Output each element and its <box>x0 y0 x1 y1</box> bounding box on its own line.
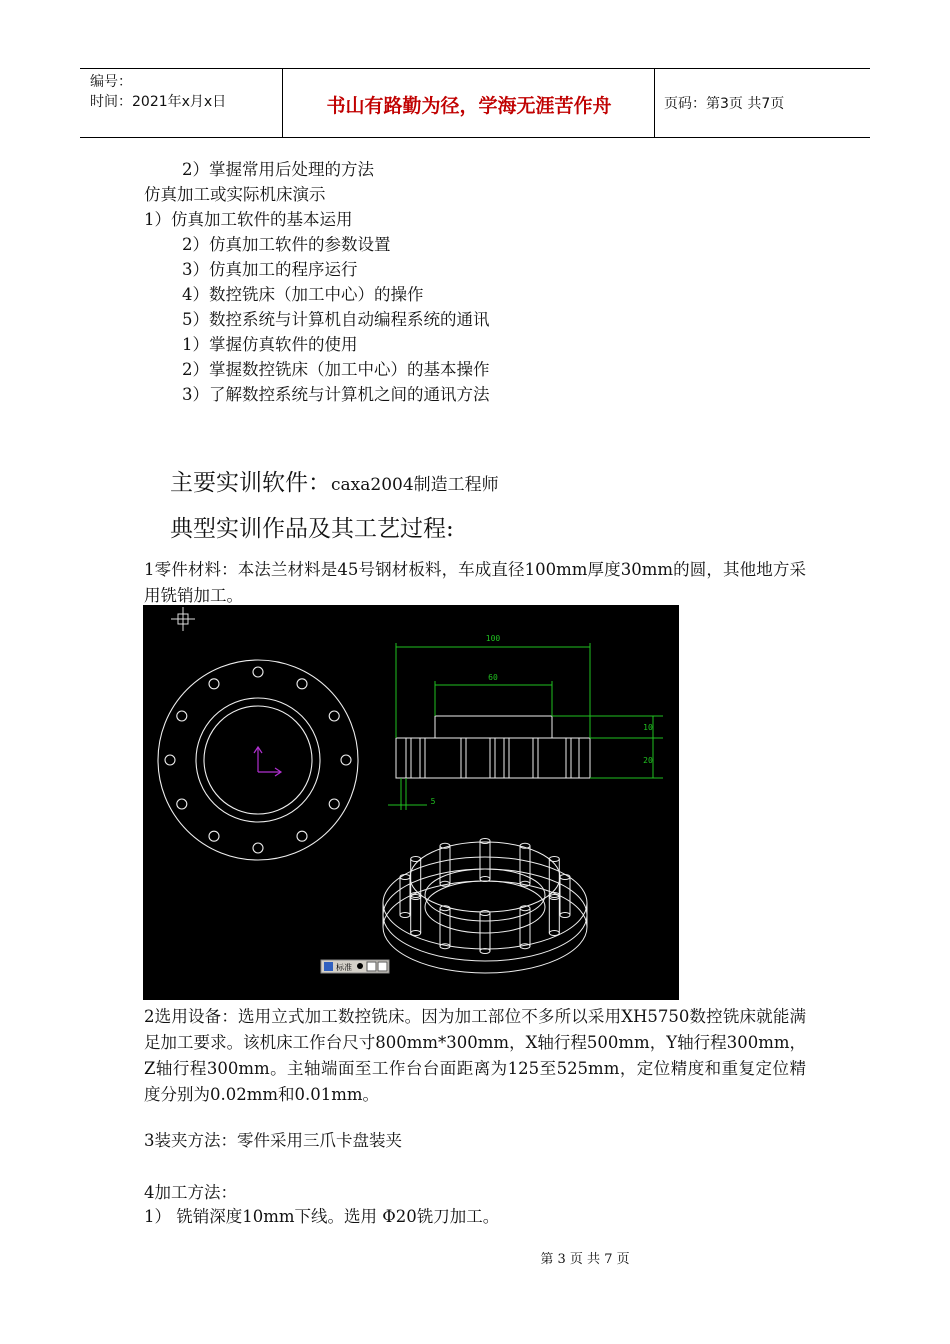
dimension-label: 20 <box>643 756 653 765</box>
toolbar-label: 标准 <box>336 963 352 972</box>
cad-drawing <box>143 605 679 1000</box>
paragraph-material: 1零件材料：本法兰材料是45号钢材板料，车成直径100mm厚度30mm的圆，其他地方采用铣销加工。 <box>144 560 806 605</box>
list-item: 4）数控铣床（加工中心）的操作 <box>182 285 424 304</box>
bolt-pin <box>400 875 410 918</box>
list-item: 1）仿真加工软件的基本运用 <box>144 210 353 229</box>
bolt-hole <box>253 667 263 677</box>
header-meta <box>90 72 226 112</box>
paragraph-equipment: 2选用设备：选用立式加工数控铣床。因为加工部位不多所以采用XH5750数控铣床就能满足加工要求。该机床工作台尺寸800mm*300mm，X轴行程500mm，Y轴行程300mm，Z轴行程300mm。主轴端面至工作台台面距离为125至525mm，定位精度和重复定位精度分别为0.02mm和0.01mm。 <box>144 1007 806 1104</box>
paragraph-method-title: 4加工方法： <box>144 1183 237 1202</box>
dimension-lines <box>388 643 663 810</box>
page-header <box>80 68 870 138</box>
bolt-pin <box>480 839 490 882</box>
bolt-hole <box>341 755 351 765</box>
paragraph-method-step: 1） 铣销深度10mm下线。选用 Φ20铣刀加工。 <box>144 1207 500 1226</box>
list-item: 5）数控系统与计算机自动编程系统的通讯 <box>182 310 490 329</box>
page-footer: 第 3 页 共 7 页 <box>540 1252 630 1267</box>
bolt-pin <box>560 875 570 918</box>
bolt-hole <box>329 711 339 721</box>
list-item: 3）了解数控系统与计算机之间的通讯方法 <box>182 385 490 404</box>
software-value: caxa2004制造工程师 <box>331 475 499 495</box>
software-label: 主要实训软件： <box>170 470 331 496</box>
dimension-label: 5 <box>430 797 436 806</box>
bolt-pin <box>520 843 530 886</box>
section-title: 典型实训作品及其工艺过程: <box>170 516 454 542</box>
record-icon <box>357 963 363 969</box>
bolt-pin <box>480 911 490 954</box>
bolt-hole <box>297 679 307 689</box>
list-item: 仿真加工或实际机床演示 <box>144 185 326 204</box>
software-heading <box>170 468 499 500</box>
paragraph-clamping: 3装夹方法：零件采用三爪卡盘装夹 <box>144 1131 402 1150</box>
list-item: 3）仿真加工的程序运行 <box>182 260 358 279</box>
doc-number-label: 编号： <box>90 74 132 90</box>
crosshair-cursor-icon <box>171 607 195 631</box>
list-item: 1）掌握仿真软件的使用 <box>182 335 358 354</box>
bolt-hole <box>209 831 219 841</box>
bolt-hole <box>253 843 263 853</box>
bolt-hole <box>209 679 219 689</box>
bolt-hole <box>297 831 307 841</box>
list-item: 2）仿真加工软件的参数设置 <box>182 235 391 254</box>
bolt-hole <box>329 799 339 809</box>
dimension-label: 100 <box>485 634 501 643</box>
list-item: 2）掌握常用后处理的方法 <box>182 160 374 179</box>
view-toolbar[interactable] <box>321 960 389 973</box>
list-item: 2）掌握数控铣床（加工中心）的基本操作 <box>182 360 490 379</box>
header-page-number: 页码：第3页 共7页 <box>664 96 785 112</box>
dimension-label: 60 <box>488 673 498 682</box>
header-divider <box>654 69 655 137</box>
header-divider <box>282 69 283 137</box>
dimension-label: 10 <box>643 723 653 732</box>
date-label: 时间：2021年x月x日 <box>90 94 227 110</box>
header-motto: 书山有路勤为径，学海无涯苦作舟 <box>326 95 612 117</box>
bolt-hole <box>177 799 187 809</box>
bolt-pin <box>440 843 450 886</box>
bolt-hole <box>165 755 175 765</box>
bolt-hole <box>177 711 187 721</box>
coordinate-axis-icon <box>254 747 281 776</box>
flange-side-view <box>396 716 590 778</box>
